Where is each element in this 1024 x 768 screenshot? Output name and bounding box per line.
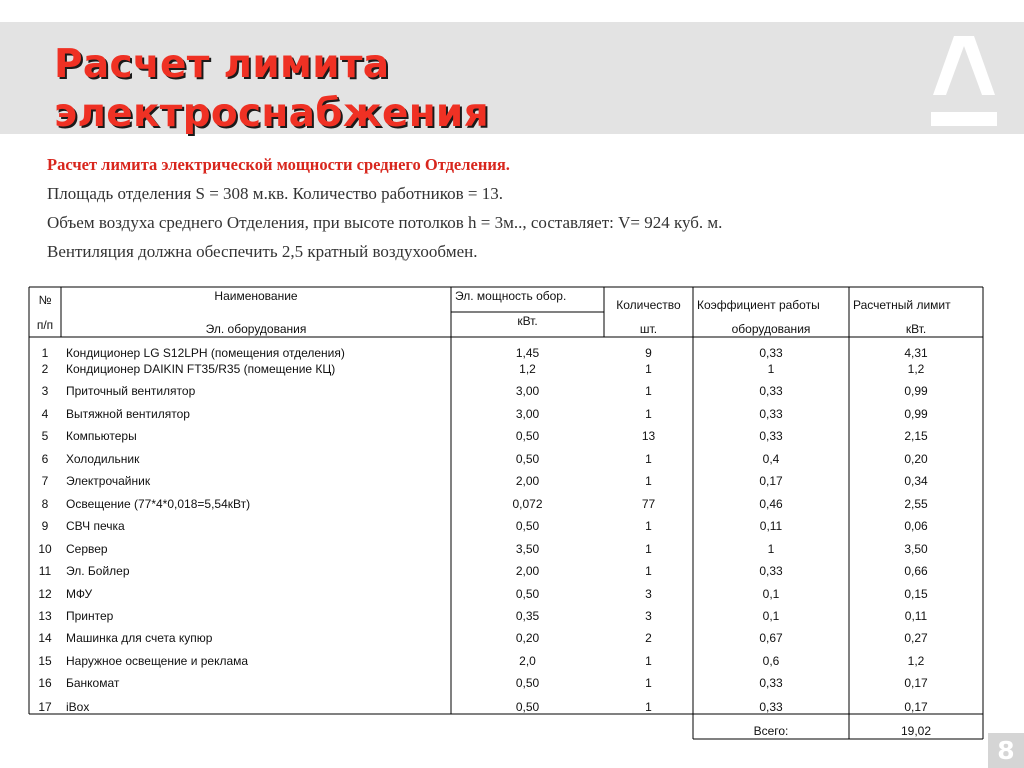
cell-name: Принтер (66, 609, 114, 623)
cell-name: Сервер (66, 542, 108, 556)
cell-coef: 0,33 (759, 429, 783, 443)
header-power-bottom: кВт. (517, 314, 538, 328)
header-limit-top: Расчетный лимит (853, 298, 951, 312)
cell-name: Освещение (77*4*0,018=5,54кВт) (66, 497, 251, 511)
cell-name: Вытяжной вентилятор (66, 407, 190, 421)
cell-power: 2,00 (515, 474, 540, 488)
intro-volume-line: Объем воздуха среднего Отделения, при высоте потолков h = 3м.., составляет: V= 924 куб. м. (47, 213, 723, 232)
cell-limit: 0,11 (904, 609, 928, 623)
cell-num: 10 (38, 542, 52, 556)
cell-limit: 1,2 (907, 362, 925, 376)
cell-qty: 1 (645, 519, 652, 533)
intro-ventilation-line: Вентиляция должна обеспечить 2,5 кратный воздухообмен. (47, 242, 478, 261)
cell-num: 4 (41, 407, 49, 421)
cell-num: 1 (41, 346, 49, 360)
cell-name: Эл. Бойлер (66, 564, 130, 578)
cell-num: 8 (41, 497, 49, 511)
cell-coef: 0,1 (762, 587, 780, 601)
cell-qty: 3 (645, 609, 652, 623)
cell-limit: 0,66 (904, 564, 928, 578)
cell-name: Машинка для счета купюр (66, 631, 213, 645)
cell-qty: 77 (641, 497, 656, 511)
cell-num: 16 (38, 676, 52, 690)
cell-coef: 0,46 (759, 497, 783, 511)
cell-coef: 0,33 (759, 564, 783, 578)
cell-qty: 13 (641, 429, 656, 443)
cell-coef: 0,33 (759, 346, 783, 360)
cell-limit: 0,17 (904, 676, 928, 690)
cell-qty: 2 (645, 631, 652, 645)
cell-qty: 1 (645, 384, 652, 398)
header-limit-bottom: кВт. (905, 322, 927, 336)
cell-name: Компьютеры (66, 429, 137, 443)
cell-qty: 1 (645, 452, 652, 466)
cell-power: 2,00 (515, 564, 540, 578)
cell-coef: 0,33 (759, 407, 783, 421)
cell-qty: 3 (645, 587, 652, 601)
cell-coef: 0,33 (759, 676, 783, 690)
cell-limit: 3,50 (904, 542, 928, 556)
cell-num: 13 (38, 609, 52, 623)
cell-name: Холодильник (66, 452, 140, 466)
header-qty-bottom: шт. (639, 322, 658, 336)
cell-limit: 0,99 (904, 384, 928, 398)
cell-num: 15 (38, 654, 52, 668)
cell-qty: 1 (645, 676, 652, 690)
cell-limit: 2,15 (904, 429, 928, 443)
cell-power: 2,0 (519, 654, 536, 668)
header-coef-top: Коэффициент работы (697, 298, 820, 312)
total-value: 19,02 (900, 724, 932, 738)
cell-coef: 0,33 (759, 700, 783, 714)
cell-power: 0,50 (515, 700, 540, 714)
header-qty-top: Количество (616, 298, 681, 312)
cell-coef: 1 (767, 362, 775, 376)
page-title-line-2: электроснабжения (54, 91, 489, 136)
cell-limit: 0,34 (904, 474, 928, 488)
cell-coef: 0,6 (762, 654, 780, 668)
cell-coef: 0,4 (762, 452, 780, 466)
cell-name: Наружное освещение и реклама (66, 654, 249, 668)
cell-coef: 0,1 (762, 609, 780, 623)
cell-limit: 0,99 (904, 407, 928, 421)
cell-power: 0,50 (515, 587, 540, 601)
cell-power: 3,00 (515, 384, 540, 398)
cell-qty: 1 (645, 362, 652, 376)
cell-coef: 0,11 (759, 519, 783, 533)
cell-name: МФУ (66, 587, 93, 601)
intro-area-line: Площадь отделения S = 308 м.кв. Количество работников = 13. (47, 184, 503, 203)
cell-limit: 2,55 (904, 497, 928, 511)
cell-qty: 1 (645, 542, 652, 556)
cell-limit: 4,31 (904, 346, 928, 360)
header-power-top: Эл. мощность обор. (455, 289, 567, 303)
cell-coef: 0,17 (759, 474, 783, 488)
header-num-top: № (38, 293, 52, 307)
cell-name: Банкомат (66, 676, 120, 690)
cell-qty: 1 (645, 700, 652, 714)
cell-power: 1,45 (515, 346, 540, 360)
cell-power: 1,2 (519, 362, 536, 376)
total-label: Всего: (753, 724, 789, 738)
cell-qty: 1 (645, 474, 652, 488)
cell-num: 6 (41, 452, 49, 466)
header-name-top: Наименование (214, 289, 298, 303)
header-num-bottom: п/п (36, 318, 54, 332)
page-title-line-1: Расчет лимита (54, 42, 390, 87)
header-name-bottom: Эл. оборудования (205, 322, 307, 336)
cell-limit: 0,20 (904, 452, 928, 466)
cell-name: СВЧ печка (66, 519, 125, 533)
cell-limit: 0,15 (904, 587, 928, 601)
cell-num: 14 (38, 631, 52, 645)
cell-qty: 1 (645, 654, 652, 668)
header-coef-bottom: оборудования (731, 322, 811, 336)
cell-qty: 1 (645, 564, 652, 578)
intro-subtitle: Расчет лимита электрической мощности среднего Отделения. (47, 155, 510, 174)
cell-num: 7 (41, 474, 49, 488)
cell-power: 3,00 (515, 407, 540, 421)
cell-num: 9 (41, 519, 49, 533)
cell-num: 3 (41, 384, 49, 398)
cell-power: 3,50 (515, 542, 540, 556)
cell-limit: 0,17 (904, 700, 928, 714)
cell-power: 0,50 (515, 676, 540, 690)
cell-num: 5 (41, 429, 49, 443)
cell-power: 0,20 (515, 631, 540, 645)
cell-coef: 1 (767, 542, 775, 556)
cell-coef: 0,67 (759, 631, 783, 645)
cell-limit: 0,27 (904, 631, 928, 645)
cell-num: 12 (38, 587, 52, 601)
cell-coef: 0,33 (759, 384, 783, 398)
cell-num: 2 (41, 362, 49, 376)
cell-num: 17 (38, 700, 52, 714)
cell-limit: 1,2 (907, 654, 925, 668)
cell-power: 0,072 (512, 497, 543, 511)
cell-power: 0,50 (515, 452, 540, 466)
cell-power: 0,50 (515, 519, 540, 533)
cell-name: Электрочайник (66, 474, 151, 488)
cell-name: Приточный вентилятор (66, 384, 196, 398)
cell-power: 0,35 (515, 609, 540, 623)
cell-name: iBox (66, 700, 90, 714)
page-number: 8 (988, 733, 1024, 768)
cell-name: Кондиционер DAIKIN FT35/R35 (помещение КЦ) (66, 362, 336, 376)
cell-qty: 1 (645, 407, 652, 421)
cell-num: 11 (38, 564, 52, 578)
cell-limit: 0,06 (904, 519, 928, 533)
cell-qty: 9 (645, 346, 652, 360)
cell-name: Кондиционер LG S12LPH (помещения отделения) (66, 346, 345, 360)
cell-power: 0,50 (515, 429, 540, 443)
